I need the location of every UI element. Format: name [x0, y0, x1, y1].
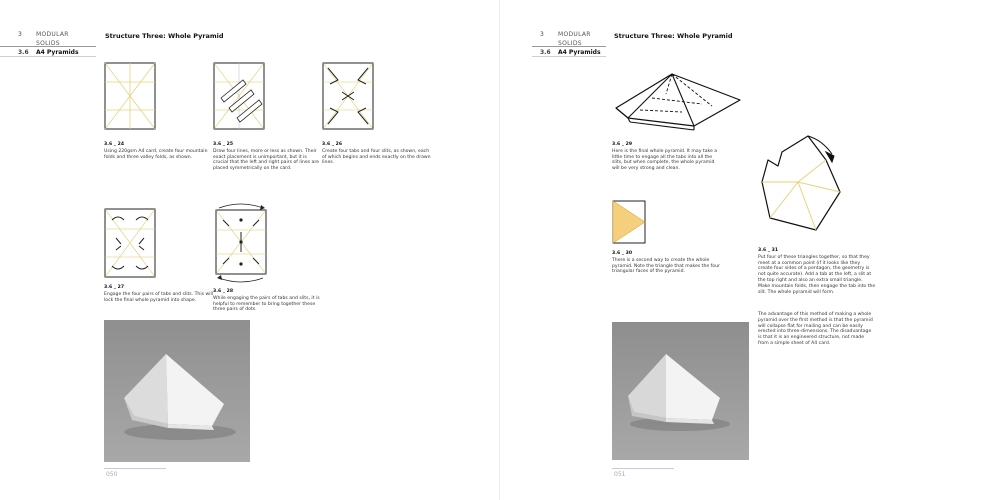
right-page [500, 0, 1000, 500]
figure-label: 3.6 _ 27 [104, 285, 125, 290]
figure-label: 3.6 _ 25 [213, 142, 234, 147]
figure-text: Using 220gsm A4 card, create four mountain folds and three valley folds, as shown. [104, 148, 208, 160]
subsection-number: 3.6 [18, 48, 29, 56]
pyramid-photo-image [104, 320, 250, 462]
subsection-title: A4 Pyramids [36, 48, 79, 56]
figure-text: The advantage of this method of making a whole pyramid over the first method is that the pyramid will collapse flat for mailing and can be easily erected into three-dimensions. The disadvantage is that it is an engineered structure, not made from a simple sheet of A4 card. [758, 312, 873, 346]
figure-text: Engage the four pairs of tabs and slits. This will lock the final whole pyramid into shape. [104, 291, 214, 303]
subsection-number: 3.6 [540, 48, 551, 56]
section-number: 3 [18, 30, 22, 38]
nav-rule [532, 56, 606, 57]
nav-rule [0, 56, 96, 57]
section-title-line-2: SOLIDS [36, 39, 60, 47]
pyramid-photo-image [612, 322, 749, 460]
figure-label: 3.6 _ 28 [213, 289, 234, 294]
page-title: Structure Three: Whole Pyramid [614, 32, 733, 40]
section-title-line-1: MODULAR [36, 30, 69, 38]
page-number: 050 [106, 471, 118, 478]
pyramid-photo [612, 322, 749, 460]
section-nav [540, 30, 601, 57]
figure-label: 3.6 _ 30 [612, 251, 633, 256]
caption-3-6-28 [213, 289, 323, 313]
figure-label: 3.6 _ 31 [758, 248, 779, 253]
page-number-rule [612, 468, 674, 469]
caption-advantage-paragraph [758, 312, 876, 347]
diagram-drawn-lines [213, 62, 265, 130]
figure-text: Put four of these triangles together, so that they meet at a common point (if it looks like they create four sides of a pentagon, the geometry is not quite accurate). Add a tab at the left, a slit at the top right and also an extra small triangle. Make mountain folds, then engage the tab into the slit. The whole pyramid will form. [758, 254, 876, 295]
diagram-final-pyramid [612, 70, 744, 132]
pyramid-photo [104, 320, 250, 462]
diagram-engage-tabs [104, 208, 156, 278]
figure-text: Here is the final whole pyramid. It may take a little time to engage all the tabs into all the slits, but when complete, the whole pyramid will be very strong and clean. [612, 148, 718, 172]
diagram-pairs-of-dots [213, 200, 269, 284]
caption-3-6-31 [758, 248, 876, 295]
caption-3-6-29 [612, 142, 722, 172]
caption-3-6-24 [104, 142, 214, 160]
figure-label: 3.6 _ 29 [612, 142, 633, 147]
diagram-fold-lines [104, 62, 156, 130]
figure-text: Draw four lines, more or less as shown. Their exact placement is unimportant, but it is crucial that the left and right pairs of lines are placed symmetrically on the card. [213, 148, 319, 172]
diagram-pentagon-net [752, 130, 852, 234]
subsection-title: A4 Pyramids [558, 48, 601, 56]
caption-3-6-25 [213, 142, 323, 172]
section-title-line-2: SOLIDS [558, 39, 582, 47]
figure-text: While engaging the pairs of tabs and slits, it is helpful to remember to bring together these three pairs of dots. [213, 295, 320, 313]
nav-rule [0, 46, 96, 47]
figure-text: There is a second way to create the whole pyramid. Note the triangle that makes the four triangular faces of the pyramid. [612, 257, 720, 275]
caption-3-6-26 [322, 142, 432, 166]
page-number-rule [104, 468, 166, 469]
figure-label: 3.6 _ 24 [104, 142, 125, 147]
caption-3-6-27 [104, 285, 214, 303]
figure-label: 3.6 _ 26 [322, 142, 343, 147]
section-number: 3 [540, 30, 544, 38]
page-number: 051 [614, 471, 626, 478]
diagram-triangle-card [612, 200, 646, 244]
section-nav [18, 30, 79, 57]
diagram-tabs-and-slits [322, 62, 374, 130]
page-title: Structure Three: Whole Pyramid [105, 32, 224, 40]
section-title-line-1: MODULAR [558, 30, 591, 38]
nav-rule [532, 46, 606, 47]
caption-3-6-30 [612, 251, 722, 275]
figure-text: Create four tabs and four slits, as shown, each of which begins and ends exactly on the drawn lines. [322, 148, 431, 166]
